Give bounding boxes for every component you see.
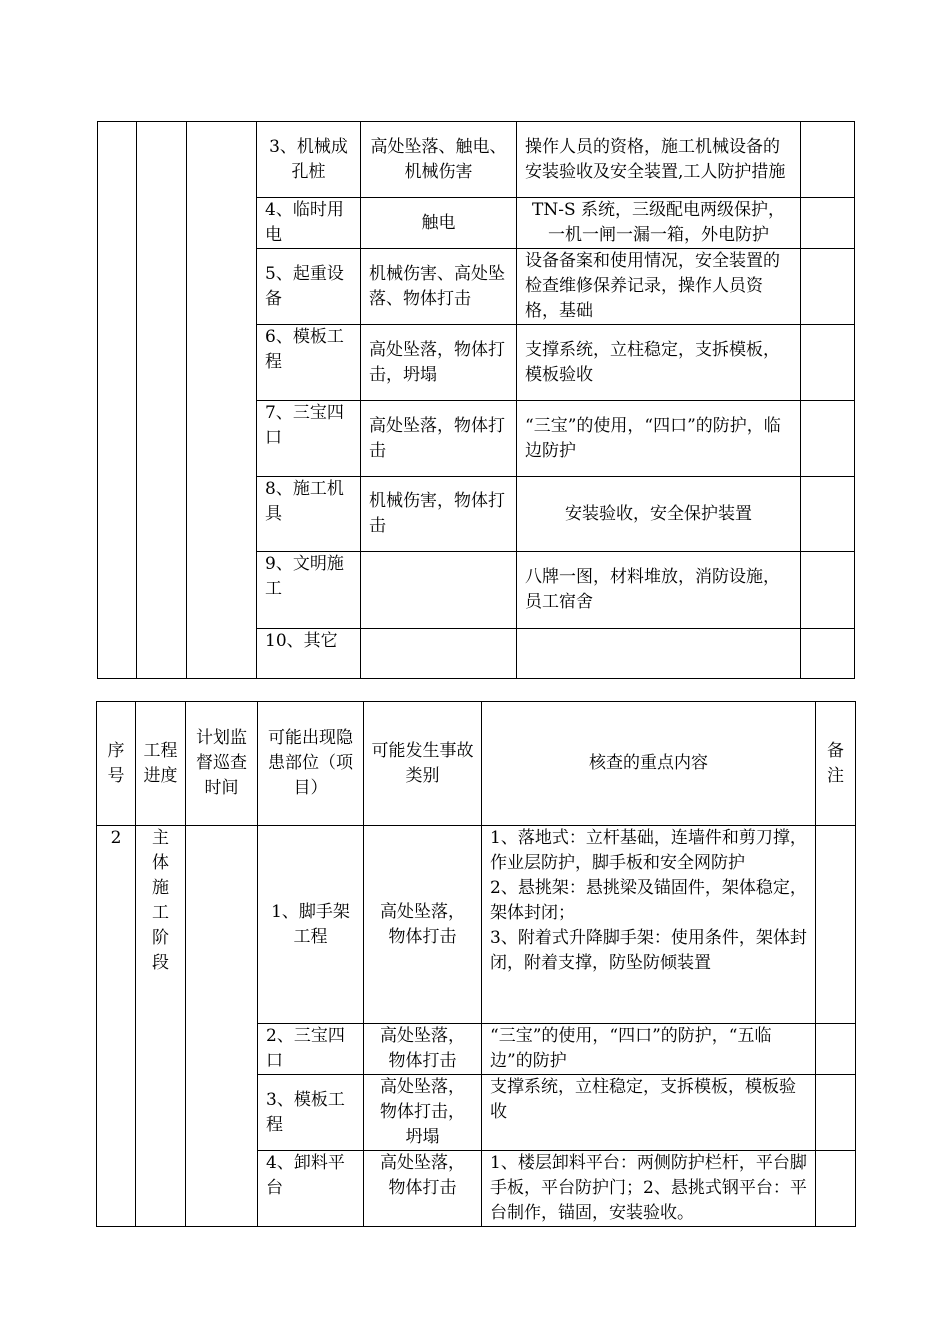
- item-cell: 3、模板工程: [258, 1075, 364, 1151]
- header-progress: 工程进度: [136, 702, 186, 826]
- header-item: 可能出现隐患部位（项目）: [258, 702, 364, 826]
- item-cell: 4、临时用电: [257, 198, 361, 249]
- item-cell: 1、脚手架工程: [258, 826, 364, 1024]
- progress-cell: [137, 122, 187, 679]
- content-cell: “三宝”的使用，“四口”的防护，临边防护: [517, 401, 801, 477]
- stage-progress-cell: 主体施工阶段: [136, 826, 186, 1227]
- remark-cell: [801, 477, 855, 552]
- time-cell: [187, 122, 257, 679]
- header-remark: 备注: [816, 702, 856, 826]
- accident-cell: 高处坠落，物体打击: [364, 826, 482, 1024]
- header-no: 序号: [97, 702, 136, 826]
- remark-cell: [801, 629, 855, 679]
- content-cell: 设备备案和使用情况，安全装置的检查维修保养记录，操作人员资格，基础: [517, 249, 801, 325]
- content-cell: 1、落地式：立杆基础，连墙件和剪刀撑，作业层防护，脚手板和安全网防护 2、悬挑架：悬挑梁及锚固件，架体稳定，架体封闭； 3、附着式升降脚手架：使用条件，架体封闭，附着支撑，防坠防倾装置: [482, 826, 816, 1024]
- accident-cell: 高处坠落，物体打击: [361, 401, 517, 477]
- content-cell: [517, 629, 801, 679]
- inspection-table-continued: [97, 121, 855, 679]
- remark-cell: [801, 325, 855, 401]
- remark-cell: [801, 401, 855, 477]
- item-cell: 8、施工机具: [257, 477, 361, 552]
- header-row: [97, 702, 856, 826]
- remark-cell: [801, 249, 855, 325]
- table-row: [98, 122, 855, 198]
- accident-cell: 高处坠落、触电、机械伤害: [361, 122, 517, 198]
- remark-cell: [801, 122, 855, 198]
- content-cell: 八牌一图，材料堆放，消防设施，员工宿舍: [517, 552, 801, 629]
- content-cell: 1、楼层卸料平台：两侧防护栏杆，平台脚手板，平台防护门；2、悬挑式钢平台：平台制作，锚固，安装验收。: [482, 1151, 816, 1227]
- accident-cell: 高处坠落，物体打击，坍塌: [364, 1075, 482, 1151]
- accident-cell: 高处坠落，物体打击: [364, 1024, 482, 1075]
- item-cell: 2、三宝四口: [258, 1024, 364, 1075]
- remark-cell: [816, 1075, 856, 1151]
- header-content: 核查的重点内容: [482, 702, 816, 826]
- item-cell: 6、模板工程: [257, 325, 361, 401]
- item-cell: 4、卸料平台: [258, 1151, 364, 1227]
- table-row: [97, 826, 856, 1024]
- item-cell: 10、其它: [257, 629, 361, 679]
- item-cell: 7、三宝四口: [257, 401, 361, 477]
- accident-cell: 机械伤害、高处坠落、物体打击: [361, 249, 517, 325]
- remark-cell: [816, 1151, 856, 1227]
- item-cell: 9、文明施工: [257, 552, 361, 629]
- remark-cell: [801, 552, 855, 629]
- accident-cell: [361, 552, 517, 629]
- header-accident: 可能发生事故类别: [364, 702, 482, 826]
- accident-cell: 高处坠落，物体打击: [364, 1151, 482, 1227]
- inspection-table-main-construction: [96, 701, 856, 1227]
- content-cell: 操作人员的资格，施工机械设备的安装验收及安全装置,工人防护措施: [517, 122, 801, 198]
- stage-no-cell: 2: [97, 826, 136, 1227]
- content-cell: 安装验收，安全保护装置: [517, 477, 801, 552]
- remark-cell: [816, 1024, 856, 1075]
- remark-cell: [816, 826, 856, 1024]
- content-cell: 支撑系统，立柱稳定，支拆模板，模板验收: [482, 1075, 816, 1151]
- item-cell: 5、起重设备: [257, 249, 361, 325]
- remark-cell: [801, 198, 855, 249]
- no-cell: [98, 122, 137, 679]
- stage-time-cell: [186, 826, 258, 1227]
- item-cell: 3、机械成孔桩: [257, 122, 361, 198]
- header-time: 计划监督巡查时间: [186, 702, 258, 826]
- content-cell: “三宝”的使用，“四口”的防护，“五临边”的防护: [482, 1024, 816, 1075]
- accident-cell: [361, 629, 517, 679]
- accident-cell: 机械伤害，物体打击: [361, 477, 517, 552]
- content-cell: 支撑系统，立柱稳定，支拆模板，模板验收: [517, 325, 801, 401]
- accident-cell: 高处坠落，物体打击，坍塌: [361, 325, 517, 401]
- accident-cell: 触电: [361, 198, 517, 249]
- content-cell: TN-S 系统，三级配电两级保护，一机一闸一漏一箱，外电防护: [517, 198, 801, 249]
